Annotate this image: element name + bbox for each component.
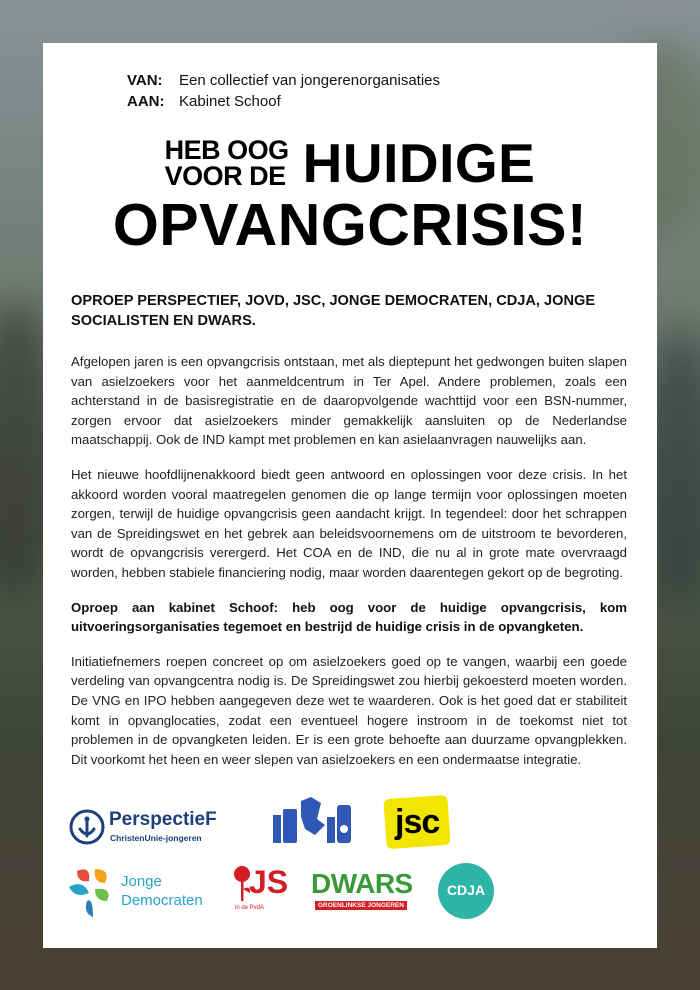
- to-line: [127, 91, 440, 112]
- paragraph: Afgelopen jaren is een opvangcrisis ontstaan, met als dieptepunt het gedwongen buiten slapen van asielzoekers voor het aanmeldcentrum in Ter Apel. Andere problemen, zoals een achterstand in de basisregistratie en de daaropvolgende wachttijd voor een BSN-nummer, zorgen ervoor dat asielzoekers minder gemakkelijk aansluiten op de Nederlandse maatschappij. Ook de IND kampt met problemen en kan asielaanvragen nauwelijks aan.: [71, 354, 627, 448]
- anchor-icon: [69, 809, 105, 845]
- jd-flower-icon: [67, 863, 117, 919]
- perspectief-sub: ChristenUnie-jongeren: [110, 833, 202, 843]
- js-sub: in de PvdA: [235, 905, 265, 911]
- body-text: [71, 352, 627, 784]
- from-label: VAN:: [127, 72, 163, 89]
- to-value: Kabinet Schoof: [179, 93, 281, 110]
- headline-huge: OPVANGCRISIS!: [112, 192, 588, 258]
- letter-sheet: [43, 43, 657, 948]
- perspectief-name: PerspectieF: [109, 809, 217, 830]
- headline-big: HUIDIGE: [302, 132, 536, 194]
- paragraph: Het nieuwe hoofdlijnenakkoord biedt geen antwoord en oplossingen voor deze crisis. In het akkoord worden vooral maatregelen genomen die op lange termijn voor oplossingen moeten zorgen, terwijl de huidige opvangcrisis geen aandacht krijgt. In tegendeel: door het schrappen van de Spreidingswet en het gebrek aan beleidsvoornemens om de uitstroom te bevorderen, wordt de opvangcrisis verergerd. Het COA en de IND, die nu al in grote mate overvraagd worden, hebben stabiele financiering nodig, maar worden daarentegen gekort op de begroting.: [71, 466, 627, 580]
- headline-small-line2: VOOR DE: [164, 161, 286, 191]
- dwars-name: DWARS: [311, 868, 413, 899]
- dwars-sub: GROENLINKSE JONGEREN: [315, 901, 407, 910]
- paragraph: Initiatiefnemers roepen concreet op om asielzoekers goed op te vangen, waarbij een goede verdeling van opvangcentra nodig is. De Spreidingswet zou hierbij gekoesterd moeten worden. De VNG en IPO hebben aangegeven deze wet te waarderen. Ook is het goed dat er stabiliteit komt in opvanglocaties, zodat een eventueel hogere instroom in de toekomst niet tot problemen in de opvangketen leiden. Er is een grote behoefte aan duurzame opvangplekken. Dit voorkomt het heen en weer slepen van asielzoekers en een ondermaatse integratie.: [71, 653, 627, 767]
- from-line: [127, 70, 440, 91]
- cdja-name: CDJA: [446, 882, 486, 898]
- logo-js: [231, 863, 289, 921]
- logo-dwars: [311, 869, 411, 913]
- jd-line2: Democraten: [121, 892, 203, 909]
- from-value: Een collectief van jongerenorganisaties: [179, 72, 440, 89]
- page-title: [43, 132, 657, 258]
- jovd-lion-icon: [271, 795, 353, 851]
- js-name: JS: [249, 864, 289, 900]
- logo-strip: [43, 785, 657, 935]
- jsc-name: jsc: [395, 803, 440, 841]
- headline-small: [165, 137, 289, 189]
- address-block: [127, 70, 440, 112]
- headline-small-line1: HEB OOG: [164, 135, 289, 165]
- logo-perspectief: [69, 807, 239, 847]
- jd-line1: Jonge: [121, 873, 162, 890]
- to-label: AAN:: [127, 93, 165, 110]
- logo-cdja: [438, 863, 494, 919]
- logo-jovd: [271, 795, 353, 851]
- logo-jsc: [383, 797, 467, 847]
- call-to-action: Oproep aan kabinet Schoof: heb oog voor de huidige opvangcrisis, kom uitvoeringsorganisaties tegemoet en bestrijd de huidige crisis in de opvangketen.: [71, 599, 627, 635]
- logo-jonge-democraten: [67, 863, 217, 923]
- subheading: OPROEP PERSPECTIEF, JOVD, JSC, JONGE DEMOCRATEN, CDJA, JONGE SOCIALISTEN EN DWARS.: [71, 293, 596, 329]
